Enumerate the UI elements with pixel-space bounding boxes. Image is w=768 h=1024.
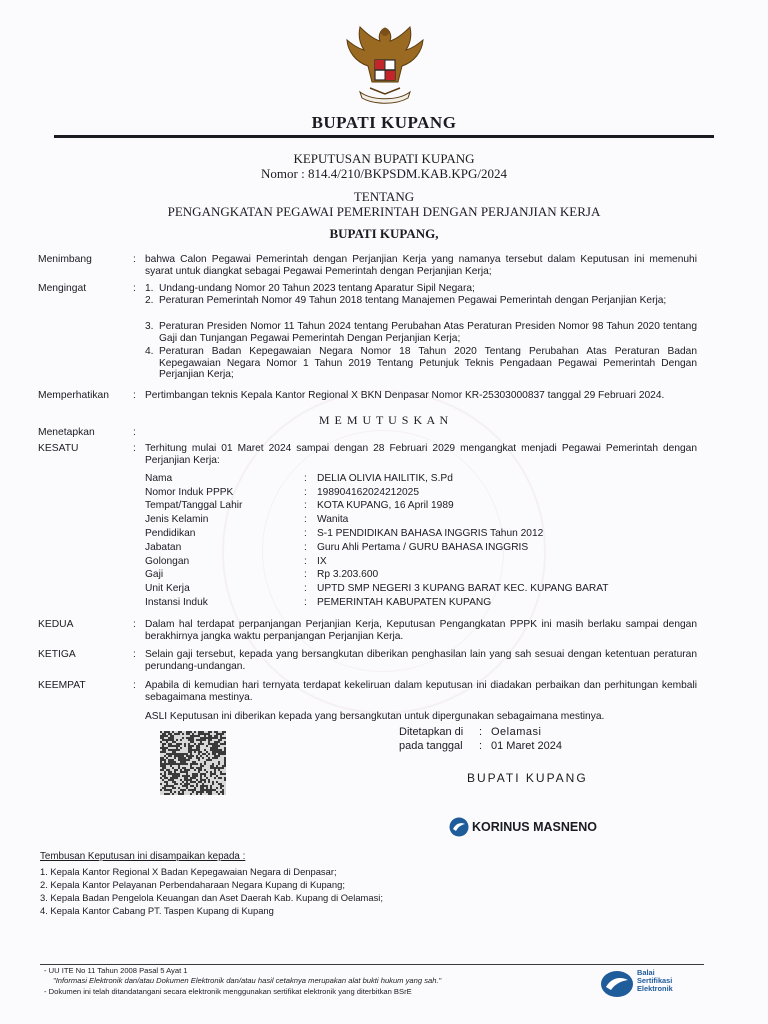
field-colon: : xyxy=(304,597,307,608)
field-colon: : xyxy=(304,500,307,511)
noting-colon: : xyxy=(133,390,136,401)
date-label: pada tanggal xyxy=(399,740,463,752)
field-value: Rp 3.203.600 xyxy=(317,569,379,580)
field-colon: : xyxy=(304,542,307,553)
recalling-item-text: Peraturan Pemerintah Nomor 49 Tahun 2018 tentang Manajemen Pegawai Pemerintah dengan Perjanjian Kerja; xyxy=(159,295,667,306)
recalling-item-number: 4. xyxy=(145,346,154,357)
signature-title: BUPATI KUPANG xyxy=(467,771,588,785)
field-label: Tempat/Tanggal Lahir xyxy=(145,500,243,511)
field-colon: : xyxy=(304,556,307,567)
decree-authority: BUPATI KUPANG, xyxy=(329,226,439,241)
field-label: Nama xyxy=(145,473,173,484)
field-colon: : xyxy=(304,569,307,580)
field-colon: : xyxy=(304,487,307,498)
original-note: ASLI Keputusan ini diberikan kepada yang bersangkutan untuk dipergunakan sebagaimana mestinya. xyxy=(145,711,605,722)
field-value: Guru Ahli Pertama / GURU BAHASA INGGRIS xyxy=(317,542,529,553)
field-label: Jabatan xyxy=(145,542,182,553)
copies-item: 4. Kepala Kantor Cabang PT. Taspen Kupang di Kupang xyxy=(40,905,274,916)
recalling-item-text: Undang-undang Nomor 20 Tahun 2023 tentang Aparatur Sipil Negara; xyxy=(159,283,475,294)
field-value: DELIA OLIVIA HAILITIK, S.Pd xyxy=(317,473,453,484)
first-label: KESATU xyxy=(38,443,79,454)
field-value: Wanita xyxy=(317,514,349,525)
bsre-logo-icon xyxy=(600,970,634,998)
footer-quote: "Informasi Elektronik dan/atau Dokumen Elektronik dan/atau hasil cetaknya merupakan alat bukti hukum yang sah." xyxy=(53,976,442,985)
second-text: Dalam hal terdapat perpanjangan Perjanjian Kerja, Keputusan Pengangkatan PPPK ini masih berlaku sampai dengan berakhirnya jangka waktu perpanjangan Perjanjian Kerja. xyxy=(145,619,697,642)
recalling-item-number: 1. xyxy=(145,283,154,294)
copies-item: 2. Kepala Kantor Pelayanan Perbendaharaan Negara Kupang di Kupang; xyxy=(40,879,345,890)
about-label: TENTANG xyxy=(353,189,415,204)
field-value: S-1 PENDIDIKAN BAHASA INGGRIS Tahun 2012 xyxy=(317,528,544,539)
first-text: Terhitung mulai 01 Maret 2024 sampai dengan 28 Februari 2029 mengangkat menjadi Pegawai Pemerintah dengan Perjanjian Kerja: xyxy=(145,443,697,466)
field-value: UPTD SMP NEGERI 3 KUPANG BARAT KEC. KUPANG BARAT xyxy=(317,583,609,594)
recalling-label: Mengingat xyxy=(38,283,87,294)
footer-law: - UU ITE No 11 Tahun 2008 Pasal 5 Ayat 1 xyxy=(44,966,188,975)
date-value: 01 Maret 2024 xyxy=(491,740,562,752)
bsre-signature-icon xyxy=(449,817,469,837)
second-colon: : xyxy=(133,619,136,630)
qr-code-icon xyxy=(160,731,226,795)
footer-rule xyxy=(40,964,704,965)
decide-heading: M E M U T U S K A N xyxy=(318,413,450,427)
field-label: Nomor Induk PPPK xyxy=(145,487,234,498)
second-label: KEDUA xyxy=(38,619,74,630)
field-colon: : xyxy=(304,473,307,484)
header-rule xyxy=(54,135,714,138)
considering-label: Menimbang xyxy=(38,254,92,265)
third-text: Selain gaji tersebut, kepada yang bersangkutan diberikan penghasilan lain yang sah sesuai dengan ketentuan peraturan perundang-undangan. xyxy=(145,649,697,672)
establish-label: Menetapkan xyxy=(38,427,95,438)
field-label: Jenis Kelamin xyxy=(145,514,209,525)
recalling-colon: : xyxy=(133,283,136,294)
place-value: Oelamasi xyxy=(491,726,542,738)
decree-title: KEPUTUSAN BUPATI KUPANG xyxy=(293,151,475,166)
third-colon: : xyxy=(133,649,136,660)
footer-bsre-note: - Dokumen ini telah ditandatangani secara elektronik menggunakan sertifikat elektronik yang diterbitkan BSrE xyxy=(44,987,412,996)
field-colon: : xyxy=(304,514,307,525)
first-colon: : xyxy=(133,443,136,454)
bsre-logo-line: Sertifikasi xyxy=(637,976,673,986)
decree-number: Nomor : 814.4/210/BKPSDM.KAB.KPG/2024 xyxy=(261,166,507,181)
establish-colon: : xyxy=(133,427,136,438)
field-colon: : xyxy=(304,528,307,539)
bsre-logo-line: Balai xyxy=(637,968,655,977)
third-label: KETIGA xyxy=(38,649,76,660)
fourth-colon: : xyxy=(133,680,136,691)
recalling-item-number: 2. xyxy=(145,295,154,306)
noting-label: Memperhatikan xyxy=(38,390,109,401)
field-value: 198904162024212025 xyxy=(317,487,419,498)
considering-colon: : xyxy=(133,254,136,265)
field-value: IX xyxy=(317,556,327,567)
bsre-logo-text xyxy=(637,969,673,994)
bsre-logo-line: Elektronik xyxy=(637,984,673,994)
letterhead-title: BUPATI KUPANG xyxy=(311,113,457,132)
place-label: Ditetapkan di xyxy=(399,726,464,738)
field-label: Unit Kerja xyxy=(145,583,190,594)
field-value: PEMERINTAH KABUPATEN KUPANG xyxy=(317,597,492,608)
field-label: Gaji xyxy=(145,569,164,580)
field-label: Pendidikan xyxy=(145,528,196,539)
considering-text: bahwa Calon Pegawai Pemerintah dengan Perjanjian Kerja yang namanya tersebut dalam Keputusan ini memenuhi syarat untuk diangkat sebagai Pegawai Pemerintah dengan Perjanjian Kerja; xyxy=(145,254,697,277)
place-colon: : xyxy=(479,726,483,738)
copies-item: 1. Kepala Kantor Regional X Badan Kepegawaian Negara di Denpasar; xyxy=(40,866,337,877)
field-label: Instansi Induk xyxy=(145,597,208,608)
fourth-text: Apabila di kemudian hari ternyata terdapat kekeliruan dalam keputusan ini diadakan perbaikan dan perhitungan kembali sebagaimana mestinya. xyxy=(145,680,697,703)
date-colon: : xyxy=(479,740,483,752)
garuda-emblem-icon xyxy=(342,22,428,106)
field-colon: : xyxy=(304,583,307,594)
signatory-name: KORINUS MASNENO xyxy=(472,820,598,834)
recalling-item-text: Peraturan Badan Kepegawaian Negara Nomor 18 Tahun 2020 Tentang Perubahan Atas Peraturan Badan Kepegawaian Negara Nomor 1 Tahun 2019 Tentang Petunjuk Teknis Pengadaan Pegawai Pemerintah Dengan Perjanjian Kerja; xyxy=(159,346,697,381)
field-label: Golongan xyxy=(145,556,190,567)
recalling-item-text: Peraturan Presiden Nomor 11 Tahun 2024 tentang Perubahan Atas Peraturan Presiden Nomor 98 Tahun 2020 tentang Gaji dan Tunjangan Pegawai Pemerintah Dengan Perjanjian Kerja; xyxy=(159,321,697,344)
fourth-label: KEEMPAT xyxy=(38,680,86,691)
noting-text: Pertimbangan teknis Kepala Kantor Regional X BKN Denpasar Nomor KR-25303000837 tanggal 29 Februari 2024. xyxy=(145,390,665,401)
decree-subject: PENGANGKATAN PEGAWAI PEMERINTAH DENGAN PERJANJIAN KERJA xyxy=(167,204,601,219)
copies-heading: Tembusan Keputusan ini disampaikan kepada : xyxy=(40,851,246,862)
field-value: KOTA KUPANG, 16 April 1989 xyxy=(317,500,454,511)
copies-item: 3. Kepala Badan Pengelola Keuangan dan Aset Daerah Kab. Kupang di Oelamasi; xyxy=(40,892,383,903)
recalling-item-number: 3. xyxy=(145,321,154,332)
